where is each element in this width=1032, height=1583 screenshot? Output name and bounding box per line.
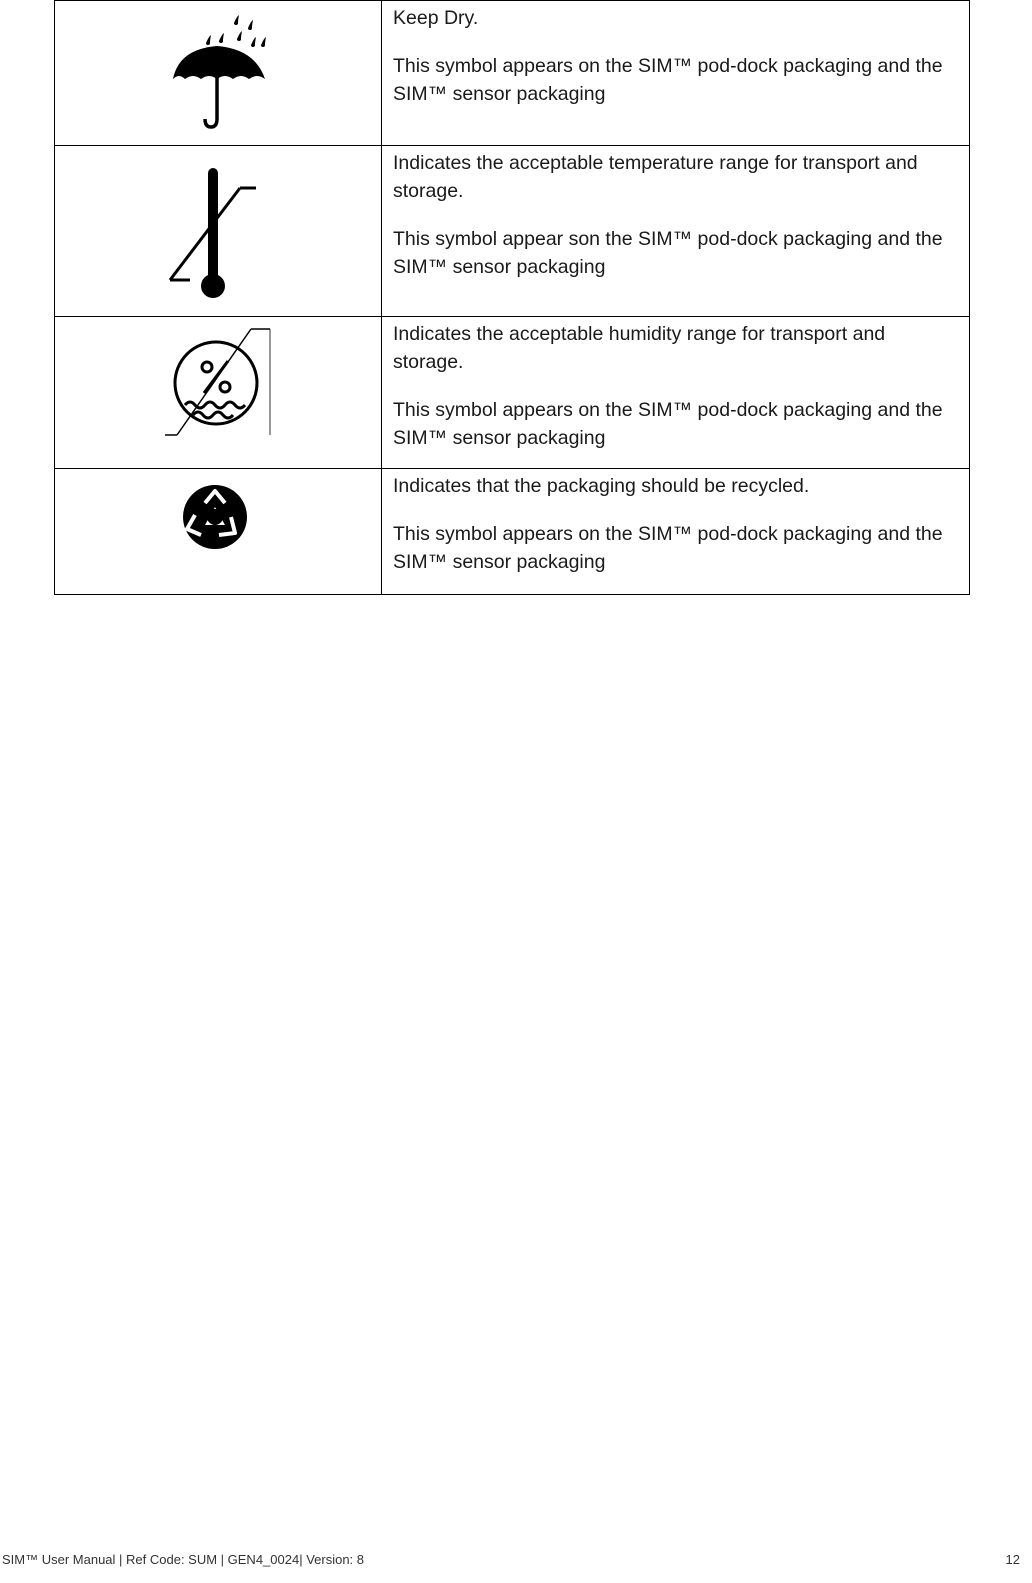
recycle-icon — [55, 469, 382, 594]
symbol-cell — [55, 146, 382, 317]
keep-dry-icon — [55, 1, 382, 145]
symbol-description — [382, 317, 970, 469]
symbol-description — [382, 146, 970, 317]
temperature-limit-icon — [55, 146, 382, 316]
symbol-description — [382, 469, 970, 595]
symbol-title: Indicates the acceptable humidity range for transport and storage. — [393, 323, 886, 373]
symbol-cell — [55, 469, 382, 595]
symbol-note: This symbol appears on the SIM™ pod-dock packaging and the SIM™ sensor packaging — [393, 55, 943, 105]
symbol-title: Indicates the acceptable temperature range for transport and storage. — [393, 152, 918, 202]
symbol-description — [382, 1, 970, 146]
symbol-note: This symbol appears on the SIM™ pod-dock packaging and the SIM™ sensor packaging — [393, 399, 943, 449]
symbol-cell — [55, 1, 382, 146]
table-row — [55, 469, 970, 595]
symbols-table — [54, 0, 970, 595]
symbol-note: This symbol appear son the SIM™ pod-dock packaging and the SIM™ sensor packaging — [393, 228, 943, 278]
symbol-cell — [55, 317, 382, 469]
humidity-limit-icon — [55, 317, 382, 468]
table-row — [55, 146, 970, 317]
table-row — [55, 1, 970, 146]
symbol-title: Indicates that the packaging should be recycled. — [393, 475, 810, 497]
symbol-note: This symbol appears on the SIM™ pod-dock packaging and the SIM™ sensor packaging — [393, 523, 943, 573]
symbol-title: Keep Dry. — [393, 7, 479, 29]
page-number: 12 — [1005, 1552, 1020, 1567]
footer-text: SIM™ User Manual | Ref Code: SUM | GEN4_0024| Version: 8 — [2, 1552, 365, 1567]
table-row — [55, 317, 970, 469]
